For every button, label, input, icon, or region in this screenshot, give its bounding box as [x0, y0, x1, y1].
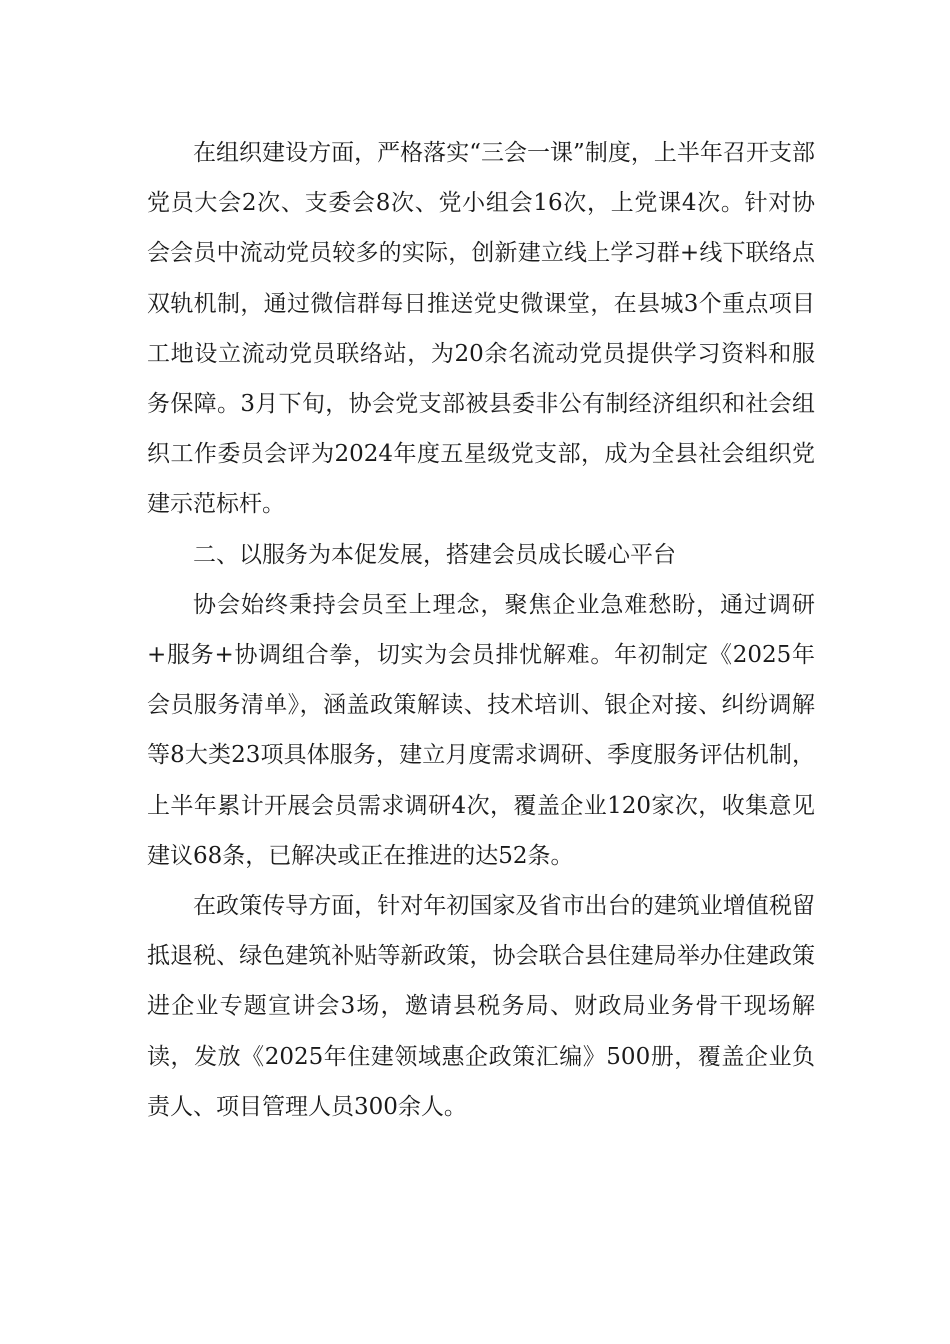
- section-heading-service: 二、以服务为本促发展，搭建会员成长暖心平台: [193, 541, 676, 568]
- paragraph-member-service: 协会始终秉持会员至上理念，聚焦企业急难愁盼，通过调研+服务+协调组合拳，切实为会员排忧解难。年初制定《2025年会员服务清单》，涵盖政策解读、技术培训、银企对接、纠纷调解等8大类23项具体服务，建立月度需求调研、季度服务评估机制，上半年累计开展会员需求调研4次，覆盖企业120家次，收集意见建议68条，已解决或正在推进的达52条。: [147, 591, 815, 869]
- paragraph-organization-building: 在组织建设方面，严格落实“三会一课”制度，上半年召开支部党员大会2次、支委会8次、党小组会16次，上党课4次。针对协会会员中流动党员较多的实际，创新建立线上学习群+线下联络点双轨机制，通过微信群每日推送党史微课堂，在县城3个重点项目工地设立流动党员联络站，为20余名流动党员提供学习资料和服务保障。3月下旬，协会党支部被县委非公有制经济组织和社会组织工作委员会评为2024年度五星级党支部，成为全县社会组织党建示范标杆。: [147, 140, 815, 518]
- paragraph-policy-communication: 在政策传导方面，针对年初国家及省市出台的建筑业增值税留抵退税、绿色建筑补贴等新政策，协会联合县住建局举办住建政策进企业专题宣讲会3场，邀请县税务局、财政局业务骨干现场解读，发放《2025年住建领域惠企政策汇编》500册，覆盖企业负责人、项目管理人员300余人。: [147, 893, 815, 1120]
- document-body: [147, 128, 815, 1132]
